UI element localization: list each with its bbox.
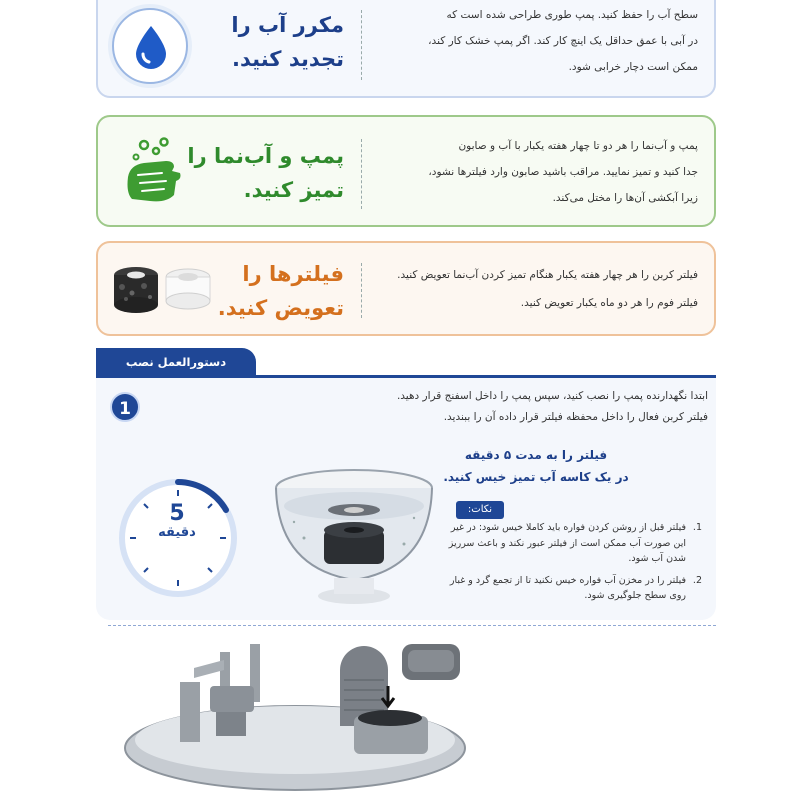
washing-hands-icon xyxy=(122,137,184,207)
soak-line: در یک کاسه آب تمیز خیس کنید. xyxy=(443,470,629,484)
note-number: 1. xyxy=(692,522,702,533)
filters-description xyxy=(368,261,698,317)
clean-title-line1: پمپ و آب‌نما را xyxy=(187,144,344,168)
notes-label: نکات: xyxy=(456,501,504,519)
filters-line: فیلتر فوم را هر دو ماه یکبار تعویض کنید. xyxy=(520,297,698,309)
card-divider xyxy=(361,263,362,318)
filters-line: فیلتر کربن را هر چهار هفته یکبار هنگام تمیز کردن آب‌نما تعویض کنید. xyxy=(397,269,698,281)
note-number: 2. xyxy=(692,574,702,586)
step-number-badge: 1 xyxy=(110,392,140,422)
timer-minutes: 5 xyxy=(169,501,185,526)
fountain-pump-illustration xyxy=(120,630,490,800)
section-divider xyxy=(108,625,716,626)
replace-filters-card xyxy=(96,241,716,336)
refill-title-line1: مکرر آب را xyxy=(231,13,344,37)
filters-title-line1: فیلترها را xyxy=(242,262,344,286)
note-text: فیلتر را در مخزن آب فواره خیس نکنید تا از تجمع گرد و غبار روی سطح جلوگیری شود. xyxy=(449,574,686,601)
soak-line: فیلتر را به مدت ۵ دقیقه xyxy=(464,448,608,462)
step-instructions xyxy=(148,386,708,428)
clean-pump-card xyxy=(96,115,716,227)
timer-unit: دقیقه xyxy=(158,525,196,540)
filters-icon xyxy=(108,259,218,319)
install-section xyxy=(96,348,716,620)
water-drop-icon xyxy=(132,24,170,70)
filters-title-line2: تعویض کنید. xyxy=(217,296,344,320)
refill-line: ممکن است دچار خرابی شود. xyxy=(568,61,698,73)
notes-list xyxy=(442,520,702,610)
note-item xyxy=(442,573,702,604)
step-line: فیلتر کربن فعال را داخل محفظه فیلتر قرار داده آن را ببندید. xyxy=(443,411,708,423)
note-text: فیلتر قبل از روشن کردن فواره باید کاملا خیس شود: در غیر این صورت آب ممکن است از فیلتر عبور نکند و باعث سرریز شدن آب شود. xyxy=(448,522,686,564)
clean-title-line2: تمیز کنید. xyxy=(243,178,344,202)
soaking-bowl-illustration xyxy=(264,448,444,616)
filters-title xyxy=(218,257,344,325)
clean-line: پمپ و آب‌نما را هر دو تا چهار هفته یکبار با آب و صابون xyxy=(458,140,698,152)
clean-line: جدا کنید و تمیز نمایید. مراقب باشید صابون وارد فیلترها نشود، xyxy=(428,166,698,178)
refill-title-line2: تجدید کنید. xyxy=(232,47,344,71)
card-divider xyxy=(361,139,362,209)
refill-line: در آبی با عمق حداقل یک اینچ کار کند. اگر پمپ خشک کار کند، xyxy=(428,35,698,47)
clean-line: زیرا آبکشی آن‌ها را مختل می‌کند. xyxy=(552,192,698,204)
refill-title xyxy=(231,8,344,76)
clean-description xyxy=(368,133,698,211)
water-drop-badge xyxy=(112,8,188,84)
note-item xyxy=(442,520,702,567)
refill-water-card xyxy=(96,0,716,98)
card-divider xyxy=(361,10,362,80)
step-line: ابتدا نگهدارنده پمپ را نصب کنید، سپس پمپ را داخل اسفنج قرار دهید. xyxy=(396,390,708,402)
install-tab-label: دستورالعمل نصب xyxy=(96,348,256,376)
refill-line: سطح آب را حفظ کنید. پمپ طوری طراحی شده است که xyxy=(446,9,698,21)
clean-title xyxy=(187,139,344,207)
refill-description xyxy=(368,2,698,80)
